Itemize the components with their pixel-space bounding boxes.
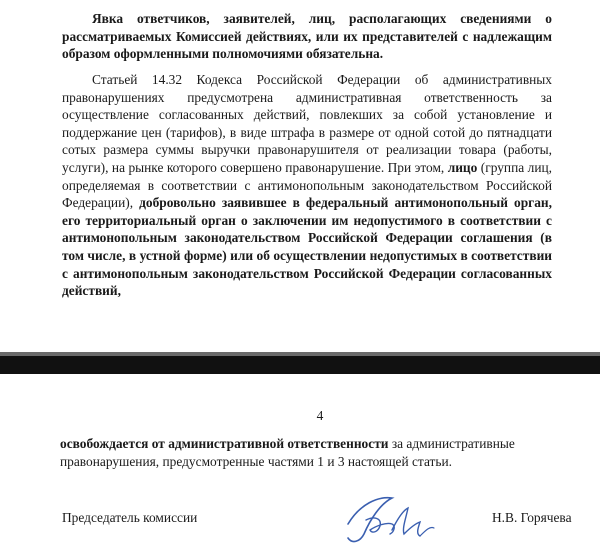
exemption-paragraph bbox=[60, 435, 580, 470]
page-number: 4 bbox=[316, 408, 324, 423]
signature-title: Председатель комиссии bbox=[62, 510, 198, 525]
liability-text-1: Статьей 14.32 Кодекса Российской Федерации об административных правонарушениях предусмотрена административная ответственность за осуществление согласованных действий, повлекших за собой установление и поддержание цен (тарифов), в виде штрафа в размере от одной сотой до пятнадцати сотых размера суммы выручки правонарушителя от реализации товара (работы, услуги), на рынке которого совершено правонарушение. При этом, bbox=[62, 72, 552, 175]
attendance-paragraph: Явка ответчиков, заявителей, лиц, располагающих сведениями о рассматриваемых Комиссией действиях, или их представителей с надлежащим образом оформленными полномочиями обязательна. bbox=[62, 11, 552, 62]
exemption-bold: освобождается от административной ответственности bbox=[60, 436, 389, 451]
liability-bold-voluntary: добровольно заявившее в федеральный антимонопольный орган, его территориальный орган о заключении им недопустимого в соответствии с антимонопольным законодательством Российской Федерации соглашения (в том числе, в устной форме) или об осуществлении недопустимых в соответствии с антимонопольным законодательством Российской Федерации согласованных действий, bbox=[62, 195, 552, 299]
exemption-text: за административные правонарушения, предусмотренные частями 1 и 3 настоящей статьи. bbox=[60, 436, 515, 469]
liability-paragraph bbox=[62, 71, 552, 300]
liability-text-2: (группа лиц, определяемая в соответствии с антимонопольным законодательством Российской Федерации), bbox=[62, 159, 552, 211]
page-break-separator bbox=[0, 356, 600, 374]
signature-name: Н.В. Горячева bbox=[492, 510, 572, 525]
liability-bold-person: лицо bbox=[447, 159, 478, 175]
handwritten-signature-icon bbox=[330, 490, 440, 547]
